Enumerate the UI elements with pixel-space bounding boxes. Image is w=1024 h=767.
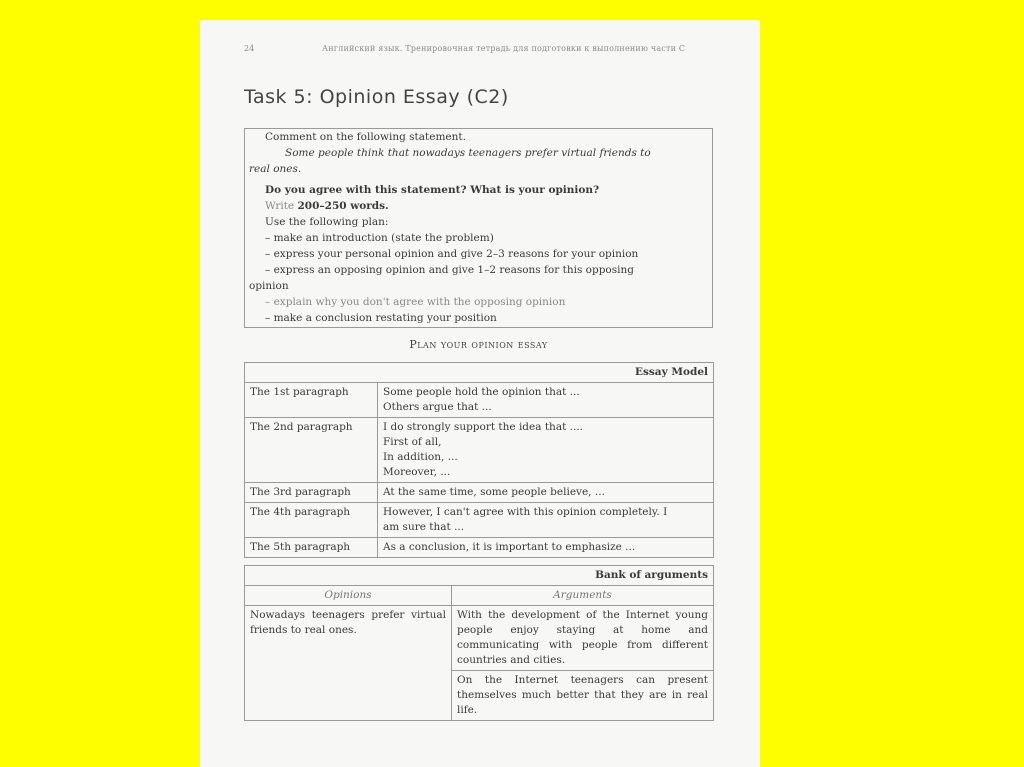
phrase-line: However, I can't agree with this opinion completely. I	[383, 506, 668, 518]
task-word-count	[249, 198, 708, 214]
paragraph-label: The 1st paragraph	[245, 383, 378, 418]
phrase-line: As a conclusion, it is important to emphasize ...	[383, 541, 636, 553]
task-box	[244, 128, 713, 328]
task-plan-item-1: – make an introduction (state the problem)	[265, 232, 494, 244]
task-instruction: Comment on the following statement.	[265, 131, 466, 143]
phrase-line: am sure that ...	[383, 521, 465, 533]
task-plan-intro: Use the following plan:	[265, 216, 389, 228]
paragraph-phrases	[378, 483, 714, 503]
table-row	[245, 566, 714, 586]
table-row	[245, 586, 714, 606]
phrase-line: Moreover, ...	[383, 466, 451, 478]
table-row	[245, 538, 714, 558]
essay-model-table	[244, 362, 714, 558]
paragraph-phrases	[378, 418, 714, 483]
task-plan-item-2: – express your personal opinion and give 2–3 reasons for your opinion	[265, 248, 639, 260]
argument-cell: With the development of the Internet young people enjoy staying at home and communicating with people from different countries and cities.	[452, 606, 714, 671]
paragraph-phrases	[378, 503, 714, 538]
plan-heading: Plan your opinion essay	[409, 338, 548, 351]
argument-cell: On the Internet teenagers can present themselves much better that they are in real life.	[452, 671, 714, 721]
essay-model-header: Essay Model	[245, 363, 714, 383]
phrase-line: At the same time, some people believe, ...	[383, 486, 605, 498]
bank-of-arguments-table	[244, 565, 714, 721]
task-plan-item-4: – explain why you don't agree with the opposing opinion	[265, 296, 566, 308]
table-row	[245, 363, 714, 383]
phrase-line: In addition, ...	[383, 451, 458, 463]
paragraph-label: The 3rd paragraph	[245, 483, 378, 503]
table-row	[245, 418, 714, 483]
running-head-text: Английский язык. Тренировочная тетрадь для подготовки к выполнению части С	[322, 44, 686, 53]
phrase-line: First of all,	[383, 436, 442, 448]
arguments-column-header: Arguments	[452, 586, 714, 606]
paragraph-label: The 2nd paragraph	[245, 418, 378, 483]
task-plan-item-3: – express an opposing opinion and give 1–2 reasons for this opposing	[265, 264, 634, 276]
page-title: Task 5: Opinion Essay (C2)	[244, 86, 509, 108]
opinions-column-header: Opinions	[245, 586, 452, 606]
task-plan-item-5: – make a conclusion restating your position	[265, 312, 497, 324]
paragraph-label: The 4th paragraph	[245, 503, 378, 538]
paragraph-phrases	[378, 538, 714, 558]
opinion-cell: Nowadays teenagers prefer virtual friends to real ones.	[245, 606, 452, 721]
task-words-count: 200–250 words.	[297, 200, 389, 212]
task-words-prefix: Write	[265, 200, 298, 212]
table-row	[245, 483, 714, 503]
paragraph-label: The 5th paragraph	[245, 538, 378, 558]
task-question: Do you agree with this statement? What is your opinion?	[265, 184, 600, 196]
task-statement-line-2: real ones.	[249, 163, 302, 175]
bank-header: Bank of arguments	[245, 566, 714, 586]
task-statement-line-1: Some people think that nowadays teenagers prefer virtual friends to	[285, 147, 651, 159]
phrase-line: Some people hold the opinion that ...	[383, 386, 580, 398]
phrase-line: Others argue that ...	[383, 401, 492, 413]
page-number: 24	[244, 44, 255, 53]
textbook-page	[200, 20, 760, 767]
phrase-line: I do strongly support the idea that ....	[383, 421, 583, 433]
task-plan-item-3-cont: opinion	[249, 280, 289, 292]
paragraph-phrases	[378, 383, 714, 418]
table-row	[245, 503, 714, 538]
table-row	[245, 383, 714, 418]
table-row	[245, 606, 714, 671]
